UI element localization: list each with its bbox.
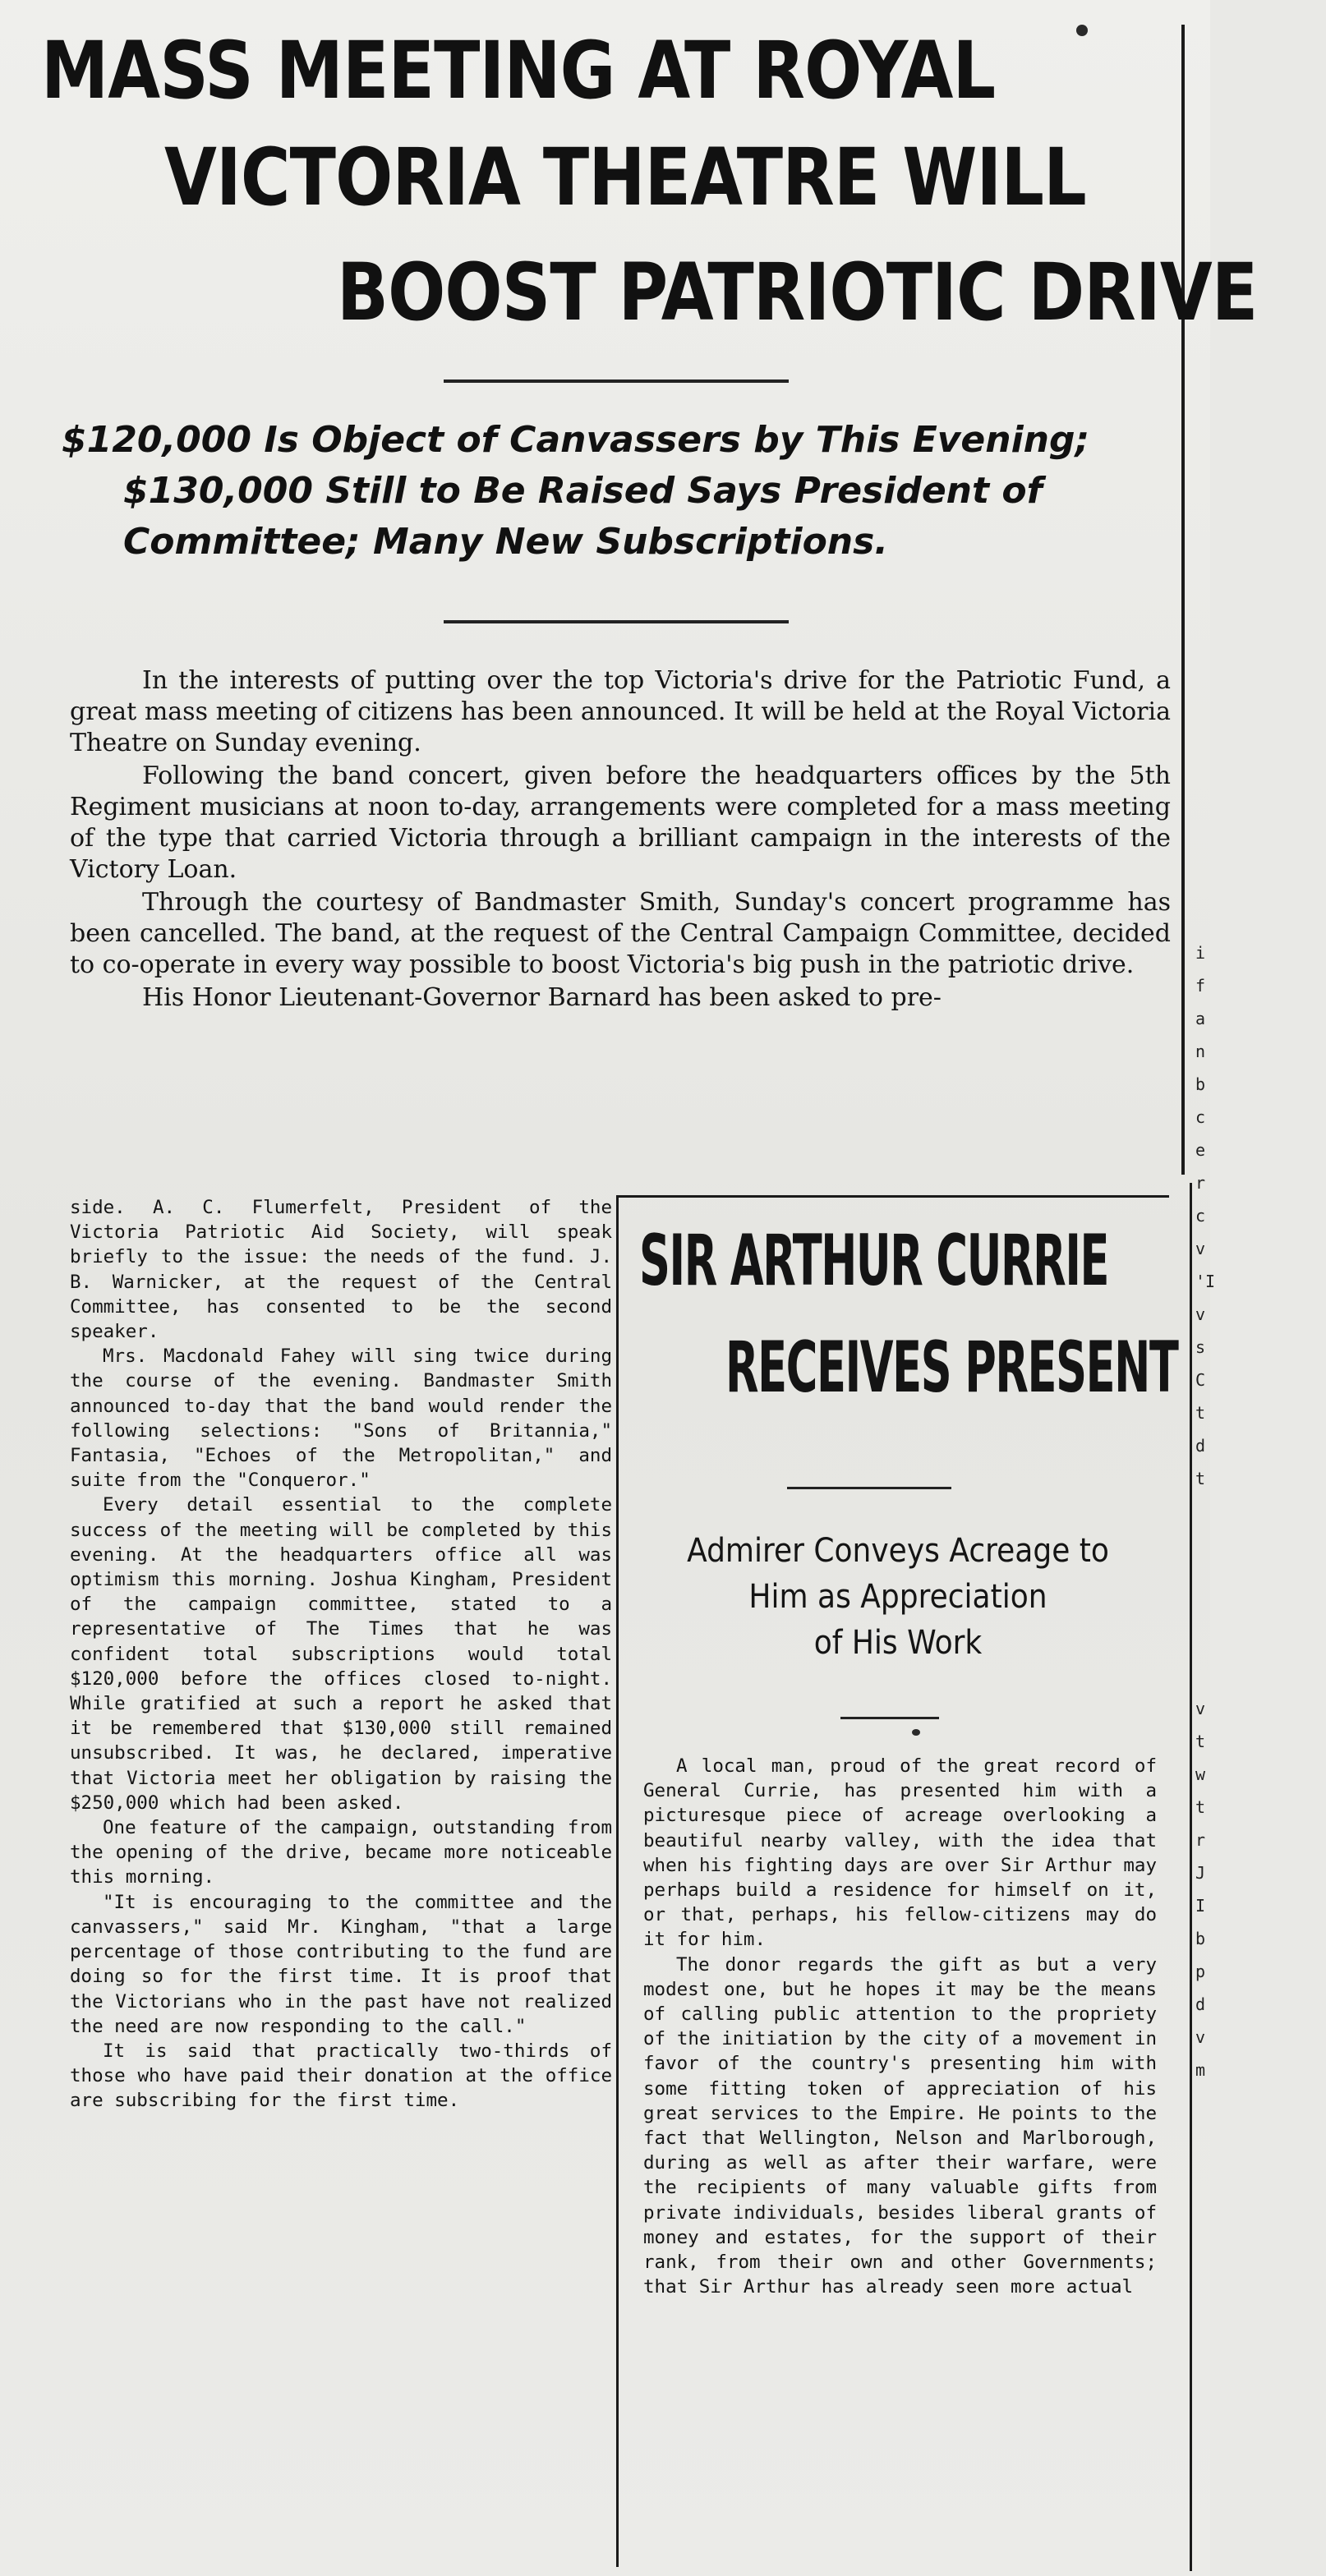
article-paragraph: Following the band concert, given before the headquarters offices by the 5th Regiment musicians at noon to-day, arrangements were completed for a mass meeting of the type that carried Victoria through a brilliant campaign in the interests of the Victory Loan. — [70, 761, 1171, 884]
headline-line-1: MASS MEETING AT ROYAL — [41, 25, 996, 117]
article-paragraph: It is said that practically two-thirds of those who have paid their donation at the office are subscribing for the first time. — [70, 2040, 612, 2112]
headline-divider — [444, 380, 789, 383]
article-paragraph: His Honor Lieutenant-Governor Barnard has been asked to pre- — [142, 983, 942, 1012]
sidebar-article-box — [616, 1195, 1178, 2567]
article-paragraph: "It is encouraging to the committee and the canvassers," said Mr. Kingham, "that a large percentage of those contributing to the fund are doing so for the first time. It is proof that the Victorians who in the past have not realized the need are now responding to the call." — [70, 1891, 612, 2037]
article-column-left — [70, 1195, 612, 2114]
article-paragraph: Mrs. Macdonald Fahey will sing twice during the course of the evening. Bandmaster Smith announced to-day that the band would render the following selections: "Sons of Britannia," Fantasia, "Echoes of the Metropolitan," and suite from the "Conqueror." — [70, 1346, 612, 1492]
box-headline-line-1: SIR ARTHUR CURRIE — [639, 1220, 1109, 1302]
box-top-rule — [619, 1195, 1169, 1198]
column-rule-right — [1181, 25, 1185, 1175]
headline-line-3: BOOST PATRIOTIC DRIVE — [337, 246, 1258, 338]
box-subheadline — [661, 1528, 1135, 1666]
box-subheadline-line-1: Admirer Conveys Acreage to — [687, 1532, 1109, 1570]
article-paragraph: side. A. C. Flumerfelt, President of the Victoria Patriotic Aid Society, will speak briefly to the issue: the needs of the fund. J. B. Warnicker, at the request of the Central Committee, has consented to be the second speaker. — [70, 1197, 612, 1343]
subheadline — [62, 415, 1195, 568]
article-paragraph: In the interests of putting over the top Victoria's drive for the Patriotic Fund, a great mass meeting of citizens has been announced. It will be held at the Royal Victoria Theatre on Sunday evening. — [70, 666, 1171, 757]
article-paragraph: Every detail essential to the complete success of the meeting will be completed by this evening. At the headquarters office all was optimism this morning. Joshua Kingham, President of the campaign committee, stated to a representative of The Times that he was confident total subscriptions would total $120,000 before the offices closed to-night. While gratified at such a report he asked that it be remembered that $130,000 still remained unsubscribed. It was, he declared, imperative that Victoria meet her obligation by raising the $250,000 which had been asked. — [70, 1494, 612, 1814]
article-paragraph: Through the courtesy of Bandmaster Smith, Sunday's concert programme has been cancelled. The band, at the request of the Central Campaign Committee, decided to co-operate in every way possible to boost Victoria's big push in the patriotic drive. — [70, 888, 1171, 979]
article-paragraph: A local man, proud of the great record of General Currie, has presented him with a picturesque piece of acreage overlooking a beautiful nearby valley, with the idea that when his fighting days are over Sir Arthur may perhaps build a residence for himself on it, or that, perhaps, his fellow-citizens may do it for him. — [643, 1755, 1157, 1951]
article-paragraph: One feature of the campaign, outstanding from the opening of the drive, became more noticeable this morning. — [70, 1817, 612, 1888]
box-headline-divider — [787, 1487, 951, 1489]
headline-line-2: VICTORIA THEATRE WILL — [164, 131, 1086, 223]
box-article-body — [643, 1754, 1157, 2299]
deck-divider — [444, 620, 789, 623]
box-subheadline-line-2: Him as Appreciation — [748, 1578, 1047, 1616]
column-rule-right-lower — [1190, 1183, 1192, 2571]
ink-speck — [1076, 25, 1088, 36]
box-deck-divider — [840, 1717, 939, 1719]
box-headline-line-2: RECEIVES PRESENT — [725, 1327, 1178, 1409]
article-lead — [70, 665, 1171, 1014]
subheadline-line-2: $130,000 Still to Be Raised Says President of — [123, 470, 1043, 512]
article-paragraph: The donor regards the gift as but a very modest one, but he hopes it may be the means of calling public attention to the propriety of the initiation by the city of a movement in favor of the country's presenting him with some fitting token of appreciation of his great services to the Empire. He points to the fact that Wellington, Nelson and Marlborough, during as well as after their warfare, were the recipients of many valuable gifts from private individuals, besides liberal grants of money and estates, for the support of their rank, from their own and other Governments; that Sir Arthur has already seen more actual — [643, 1953, 1157, 2298]
adjacent-column-fragments: i f a n b c e r c v 'I v s C t d t v t w t r J I b p d v m — [1195, 943, 1216, 2080]
subheadline-line-3: Committee; Many New Subscriptions. — [123, 521, 889, 563]
box-subheadline-line-3: of His Work — [813, 1624, 983, 1662]
subheadline-line-1: $120,000 Is Object of Canvassers by This Evening; — [62, 419, 1090, 461]
ink-speck — [912, 1729, 920, 1736]
